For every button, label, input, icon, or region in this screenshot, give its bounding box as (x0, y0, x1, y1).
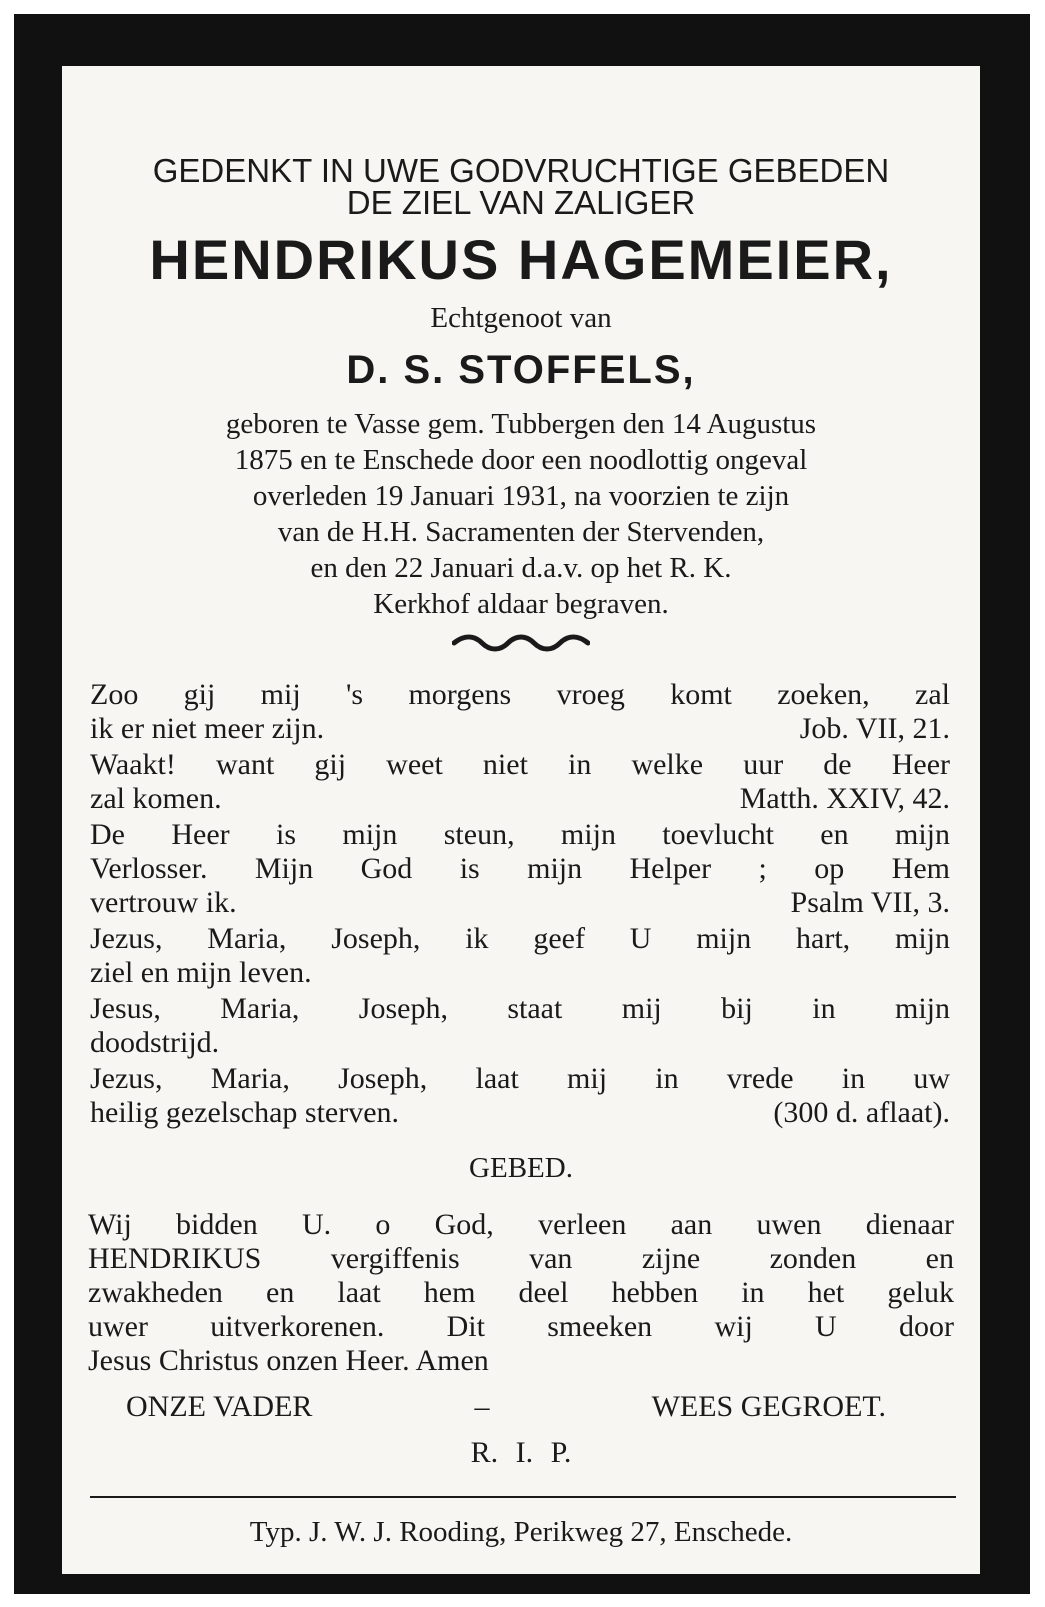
indulgence-note: (300 d. aflaat). (773, 1096, 950, 1129)
quote-line: Waakt! want gij weet niet in welke uur de Heer (90, 748, 950, 781)
quote-text: vertrouw ik. (90, 886, 237, 919)
quote-line: De Heer is mijn steun, mijn toevlucht en mijn (90, 818, 950, 851)
closing-dash: – (474, 1390, 490, 1423)
prayer-line: zwakheden en laat hem deel hebben in het geluk (88, 1276, 954, 1309)
scripture-reference: Psalm VII, 3. (790, 886, 950, 919)
heading-line-2: DE ZIEL VAN ZALIGER (346, 184, 696, 221)
quote-line: Verlosser. Mijn God is mijn Helper ; op Hem (90, 852, 950, 885)
printer-credit: Typ. J. W. J. Rooding, Perikweg 27, Enschede. (249, 1516, 793, 1548)
quote-text: ik er niet meer zijn. (90, 712, 325, 745)
quote-last-line (90, 1098, 950, 1128)
biography-line: 1875 en te Enschede door een noodlottig ongeval (234, 444, 808, 476)
hail-mary: WEES GEGROET. (651, 1390, 886, 1423)
footer-rule (90, 1496, 956, 1498)
biography-line: geboren te Vasse gem. Tubbergen den 14 Augustus (225, 408, 817, 440)
closing-prayers (126, 1392, 886, 1422)
quote-line: Jezus, Maria, Joseph, laat mij in vrede in uw (90, 1062, 950, 1095)
heading-line-1: GEDENKT IN UWE GODVRUCHTIGE GEBEDEN (152, 152, 890, 189)
prayer-title: GEBED. (469, 1152, 573, 1184)
card-inner (62, 66, 980, 1574)
quote-line: Jezus, Maria, Joseph, ik geef U mijn hart, mijn (90, 922, 950, 955)
quote-last-line (90, 714, 950, 744)
quote-line: Jesus, Maria, Joseph, staat mij bij in mijn (90, 992, 950, 1025)
quote-last-line: ziel en mijn leven. (90, 956, 312, 989)
prayer-line: uwer uitverkorenen. Dit smeeken wij U door (88, 1310, 954, 1343)
quote-last-line (90, 784, 950, 814)
ornament-divider (452, 634, 590, 652)
quote-text: zal komen. (90, 782, 222, 815)
memorial-card (14, 14, 1030, 1594)
spouse-name: D. S. STOFFELS, (346, 348, 696, 392)
quote-last-line (90, 888, 950, 918)
prayer-line: HENDRIKUS vergiffenis van zijne zonden en (88, 1242, 954, 1275)
scripture-reference: Job. VII, 21. (799, 712, 950, 745)
quote-text: heilig gezelschap sterven. (90, 1096, 400, 1129)
biography-line: en den 22 Januari d.a.v. op het R. K. (310, 552, 732, 584)
biography-line: van de H.H. Sacramenten der Stervenden, (277, 516, 765, 548)
deceased-name: HENDRIKUS HAGEMEIER, (149, 228, 893, 291)
quote-last-line: doodstrijd. (90, 1026, 220, 1059)
biography-line: Kerkhof aldaar begraven. (373, 588, 669, 620)
rip: R. I. P. (470, 1436, 572, 1469)
prayer-line: Wij bidden U. o God, verleen aan uwen dienaar (88, 1208, 954, 1241)
biography-line: overleden 19 Januari 1931, na voorzien te zijn (252, 480, 790, 512)
scripture-reference: Matth. XXIV, 42. (739, 782, 950, 815)
prayer-last-line: Jesus Christus onzen Heer. Amen (88, 1344, 489, 1377)
our-father: ONZE VADER (126, 1390, 313, 1423)
quote-line: Zoo gij mij 's morgens vroeg komt zoeken, zal (90, 678, 950, 711)
spouse-label: Echtgenoot van (430, 302, 612, 334)
